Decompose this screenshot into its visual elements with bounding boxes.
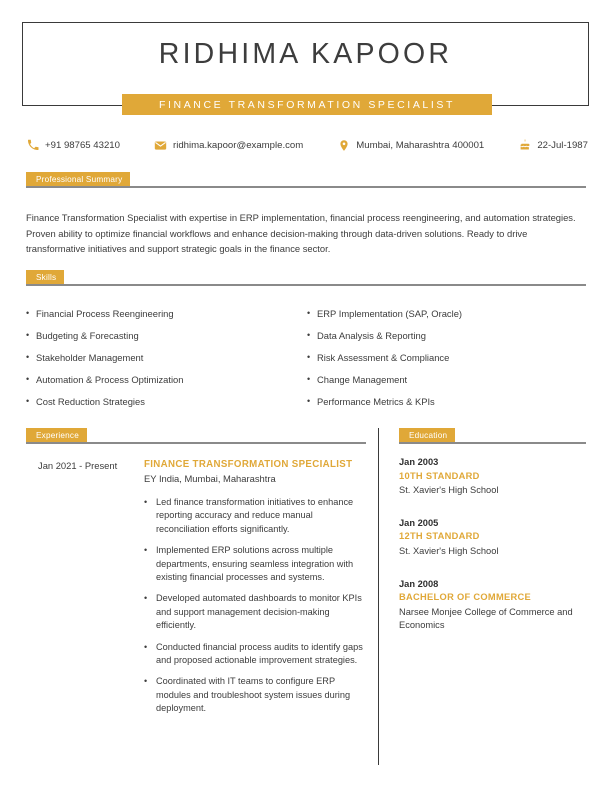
education-entry xyxy=(399,517,589,559)
contact-birthday-value: 22-Jul-1987 xyxy=(537,139,588,151)
education-date: Jan 2008 xyxy=(399,578,439,589)
skill-label: Data Analysis & Reporting xyxy=(317,330,426,341)
experience-bullet xyxy=(144,641,366,668)
summary-text: Finance Transformation Specialist with expertise in ERP implementation, financial process reengineering, and automation strategies. Proven ability to optimize financial workflows and enhance decision-making through data-driven solutions. Ready to drive transformative initiatives and support strategic goals in the finance sector. xyxy=(26,212,576,255)
birthday-cake-icon xyxy=(518,139,531,152)
bullet-icon: • xyxy=(144,497,148,507)
skill-label: ERP Implementation (SAP, Oracle) xyxy=(317,308,463,319)
section-rule xyxy=(399,442,586,444)
location-pin-icon xyxy=(337,139,350,152)
bullet-icon: • xyxy=(144,676,148,687)
contact-birthday[interactable] xyxy=(518,139,588,152)
skill-label: Risk Assessment & Compliance xyxy=(317,352,450,363)
education-school: St. Xavier's High School xyxy=(399,485,499,495)
education-entry xyxy=(399,578,589,634)
bullet-icon: • xyxy=(26,352,30,362)
contact-phone-value: +91 98765 43210 xyxy=(45,139,120,151)
experience-bullet-text: Led finance transformation initiatives to enhance reporting accuracy and reduce manual reconciliation efforts significantly. xyxy=(156,497,354,534)
contact-email[interactable] xyxy=(154,139,303,152)
education-degree: 10TH STANDARD xyxy=(399,470,480,481)
section-header-skills xyxy=(26,270,586,286)
education-school: St. Xavier's High School xyxy=(399,545,499,556)
experience-list xyxy=(26,458,366,724)
bullet-icon: • xyxy=(307,374,311,384)
contact-email-value: ridhima.kapoor@example.com xyxy=(173,139,304,151)
experience-bullet xyxy=(144,592,366,632)
email-icon xyxy=(154,139,167,152)
skill-item xyxy=(26,396,307,418)
bullet-icon: • xyxy=(144,641,148,652)
job-title-banner xyxy=(122,94,492,115)
education-date: Jan 2005 xyxy=(399,517,439,528)
phone-icon xyxy=(26,139,39,152)
contact-row xyxy=(26,136,588,154)
skill-item xyxy=(307,374,588,396)
contact-location[interactable] xyxy=(337,139,484,152)
skill-item xyxy=(307,308,588,330)
skill-label: Automation & Process Optimization xyxy=(36,374,184,385)
skills-list xyxy=(26,308,588,418)
column-divider xyxy=(378,428,379,765)
education-date: Jan 2003 xyxy=(399,457,439,467)
experience-bullet-text: Developed automated dashboards to monitor KPIs and support management decision-making efficiently. xyxy=(156,593,362,631)
section-rule xyxy=(26,186,586,188)
section-rule xyxy=(26,442,366,444)
skill-item xyxy=(26,374,307,396)
experience-bullet-text: Conducted financial process audits to identify gaps and proposed actionable improvement strategies. xyxy=(156,641,363,666)
skill-label: Change Management xyxy=(317,374,408,385)
bullet-icon: • xyxy=(144,545,148,556)
experience-role: FINANCE TRANSFORMATION SPECIALIST xyxy=(144,459,353,470)
job-title-text: FINANCE TRANSFORMATION SPECIALIST xyxy=(158,98,456,111)
contact-phone[interactable] xyxy=(26,139,120,152)
bullet-icon: • xyxy=(26,308,30,318)
section-header-education xyxy=(399,428,586,444)
bullet-icon: • xyxy=(307,396,311,406)
experience-bullet xyxy=(144,544,366,584)
skills-column-right xyxy=(307,308,588,418)
education-degree: BACHELOR OF COMMERCE xyxy=(399,592,532,603)
bullet-icon: • xyxy=(26,396,30,406)
skill-item xyxy=(307,396,588,418)
bullet-icon: • xyxy=(26,374,30,384)
skill-item xyxy=(307,352,588,374)
candidate-name: RIDHIMA KAPOOR xyxy=(158,38,453,70)
section-title-education: Education xyxy=(399,428,455,442)
bullet-icon: • xyxy=(307,352,311,362)
skill-item xyxy=(26,308,307,330)
education-school: Narsee Monjee College of Commerce and Economics xyxy=(399,606,573,631)
skill-label: Financial Process Reengineering xyxy=(36,308,174,319)
skill-label: Performance Metrics & KPIs xyxy=(317,396,435,407)
experience-organization: EY India, Mumbai, Maharashtra xyxy=(144,473,276,484)
education-degree: 12TH STANDARD xyxy=(399,531,480,542)
experience-bullet xyxy=(144,496,366,536)
skills-column-left xyxy=(26,308,307,418)
skill-label: Cost Reduction Strategies xyxy=(36,396,145,407)
experience-date: Jan 2021 - Present xyxy=(38,460,118,471)
skill-item xyxy=(26,330,307,352)
experience-details xyxy=(144,458,366,724)
experience-bullet-text: Coordinated with IT teams to configure ERP modules and troubleshoot system issues during deployment. xyxy=(156,676,351,714)
contact-location-value: Mumbai, Maharashtra 400001 xyxy=(356,139,485,151)
bullet-icon: • xyxy=(144,593,148,604)
experience-bullet xyxy=(144,675,366,715)
experience-bullets xyxy=(144,496,366,716)
section-rule xyxy=(26,284,586,286)
section-header-experience xyxy=(26,428,366,444)
section-title-experience: Experience xyxy=(26,428,87,442)
skill-label: Stakeholder Management xyxy=(36,352,144,363)
bullet-icon: • xyxy=(307,330,311,340)
section-title-skills: Skills xyxy=(26,270,64,284)
skill-label: Budgeting & Forecasting xyxy=(36,330,139,341)
skill-item xyxy=(307,330,588,352)
skill-item xyxy=(26,352,307,374)
experience-bullet-text: Implemented ERP solutions across multiple departments, ensuring seamless integration with existing financial processes and systems. xyxy=(156,545,354,583)
experience-entry xyxy=(26,458,366,724)
section-header-summary xyxy=(26,172,586,188)
bullet-icon: • xyxy=(307,308,311,318)
section-title-summary: Professional Summary xyxy=(26,172,130,186)
bullet-icon: • xyxy=(26,330,30,340)
education-entry xyxy=(399,456,589,498)
education-list xyxy=(399,456,589,652)
